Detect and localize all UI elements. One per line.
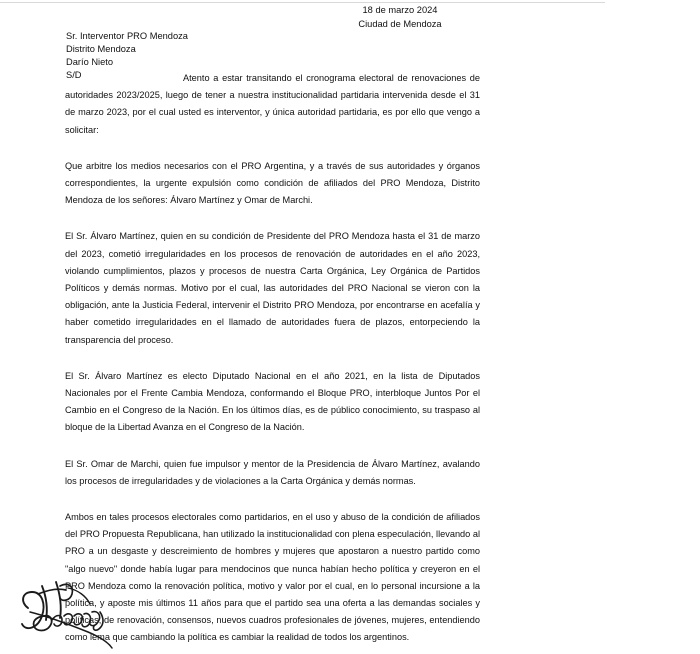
- body-paragraph-6: Ambos en tales procesos electorales como partidarios, en el uso y abuso de la condición de afiliados del PRO Propuesta Republicana, han utilizado la institucionalidad con plena especulación, llevando al PRO a un desgaste y descreimiento de hombres y mujeres que apostaron a nuestro partido como "algo nuevo" donde había lugar para mendocinos que nunca habían hecho política y creyeron en el PRO Mendoza como la renovación política, motivo y valor por el cual, en lo personal incursione a la política, y aposte mis últimos 11 años para que el partido sea una oferta a las demandas sociales y políticas, de renovación, consensos, nuevos cuadros profesionales de jóvenes, mujeres, entendiendo como lema que cambiando la política es cambiar la realidad de todos los argentinos.: [65, 512, 480, 643]
- recipient-line-4: S/D: [66, 70, 82, 80]
- date-place-block: [300, 4, 500, 31]
- body-paragraph-4: El Sr. Álvaro Martínez es electo Diputado Nacional en el año 2021, en la lista de Diputados Nacionales por el Frente Cambia Mendoza, conformando el Bloque PRO, interbloque Juntos Por el Cambio en el Congreso de la Nación. En los últimos días, es de público conocimiento, su traspaso al bloque de la Libertad Avanza en el Congreso de la Nación.: [65, 370, 480, 433]
- place-line: Ciudad de Mendoza: [358, 18, 442, 29]
- body-paragraph-3: El Sr. Álvaro Martínez, quien en su condición de Presidente del PRO Mendoza hasta el 31 de marzo del 2023, cometió irregularidades en los procesos de renovación de autoridades en el año 2023, violando cumplimientos, plazos y procesos de nuestra Carta Orgánica, Ley Orgánica de Partidos Políticos y demás normas. Motivo por el cual, las autoridades del PRO Nacional se vieron con la obligación, ante la Justicia Federal, intervenir el Distrito PRO Mendoza, por encontrarse en acefalía y haber cometido irregularidades en el llamado de autoridades fuera de plazos, entorpeciendo la transparencia del proceso.: [65, 231, 480, 345]
- recipient-line-1: Sr. Interventor PRO Mendoza: [66, 31, 188, 41]
- body-paragraph-1: Atento a estar transitando el cronograma electoral de renovaciones de autoridades 2023/2025, luego de tener a nuestra institucionalidad partidaria intervenida desde el 31 de marzo 2023, por el cual usted es interventor, y única autoridad partidaria, es por ello que vengo a solicitar:: [65, 73, 480, 135]
- body-paragraph-2: Que arbitre los medios necesarios con el PRO Argentina, y a través de sus autoridades y órganos correspondientes, la urgente expulsión como condición de afiliados del PRO Mendoza, Distrito Mendoza de los señores: Álvaro Martínez y Omar de Marchi.: [65, 160, 480, 206]
- body-paragraph-5: El Sr. Omar de Marchi, quien fue impulsor y mentor de la Presidencia de Álvaro Martínez, avalando los procesos de irregularidades y de violaciones a la Carta Orgánica y demás normas.: [65, 458, 480, 486]
- scan-edge-rule: [0, 2, 605, 3]
- recipient-line-3: Darío Nieto: [66, 57, 114, 67]
- recipient-line-2: Distrito Mendoza: [66, 44, 136, 54]
- letter-body: [65, 70, 480, 654]
- date-line: 18 de marzo 2024: [362, 5, 438, 15]
